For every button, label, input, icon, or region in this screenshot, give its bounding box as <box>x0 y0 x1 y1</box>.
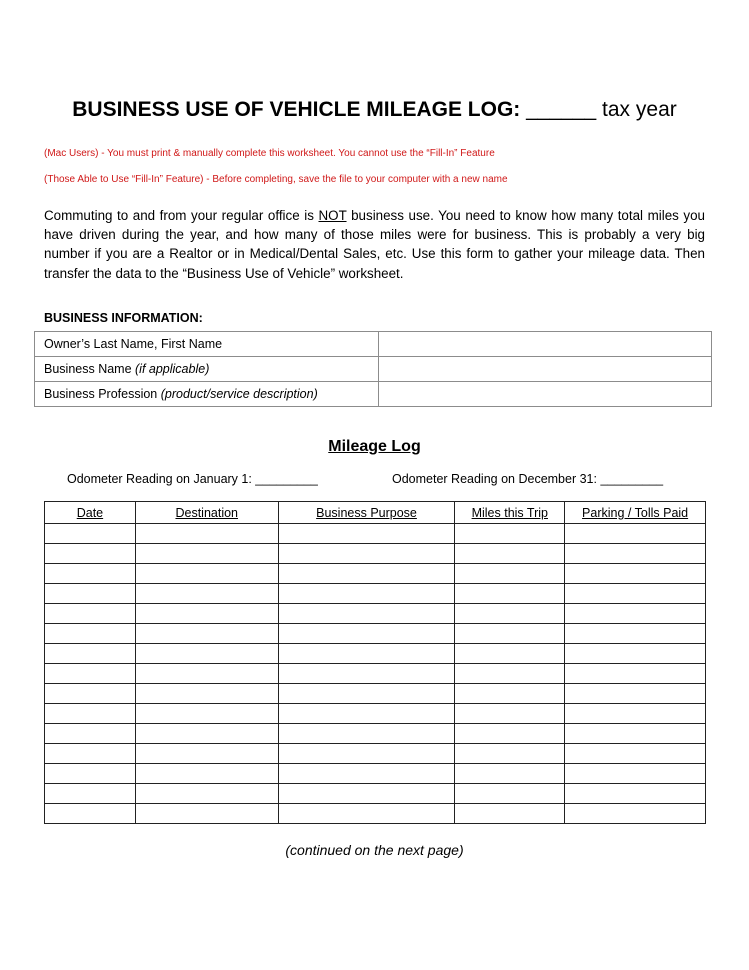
miles-cell[interactable] <box>455 664 565 684</box>
business-profession-field[interactable] <box>379 382 712 407</box>
purpose-cell[interactable] <box>278 764 455 784</box>
log-row <box>45 784 706 804</box>
fill-in-note: (Those Able to Use “Fill-In” Feature) - Before completing, save the file to your computer with a new name <box>44 174 508 185</box>
purpose-cell[interactable] <box>278 804 455 824</box>
destination-cell[interactable] <box>135 604 278 624</box>
business-name-label-text: Business Name <box>44 362 136 376</box>
date-cell[interactable] <box>45 564 136 584</box>
purpose-cell[interactable] <box>278 544 455 564</box>
parking-cell[interactable] <box>565 664 706 684</box>
purpose-cell[interactable] <box>278 664 455 684</box>
business-profession-hint: (product/service description) <box>160 387 318 401</box>
business-info-table <box>34 331 712 407</box>
mac-users-note: (Mac Users) - You must print & manually complete this worksheet. You cannot use the “Fill-In” Feature <box>44 148 495 159</box>
date-cell[interactable] <box>45 544 136 564</box>
miles-cell[interactable] <box>455 724 565 744</box>
destination-cell[interactable] <box>135 644 278 664</box>
log-row <box>45 664 706 684</box>
col-miles: Miles this Trip <box>455 502 565 524</box>
destination-cell[interactable] <box>135 584 278 604</box>
log-row <box>45 684 706 704</box>
purpose-cell[interactable] <box>278 684 455 704</box>
parking-cell[interactable] <box>565 744 706 764</box>
destination-cell[interactable] <box>135 524 278 544</box>
parking-cell[interactable] <box>565 524 706 544</box>
log-header-row <box>45 502 706 524</box>
destination-cell[interactable] <box>135 764 278 784</box>
business-profession-label <box>35 382 379 407</box>
parking-cell[interactable] <box>565 604 706 624</box>
miles-cell[interactable] <box>455 604 565 624</box>
mileage-log-table <box>44 501 706 824</box>
log-row <box>45 624 706 644</box>
purpose-cell[interactable] <box>278 584 455 604</box>
parking-cell[interactable] <box>565 804 706 824</box>
date-cell[interactable] <box>45 644 136 664</box>
date-cell[interactable] <box>45 584 136 604</box>
intro-emphasis: NOT <box>318 208 347 223</box>
parking-cell[interactable] <box>565 704 706 724</box>
purpose-cell[interactable] <box>278 644 455 664</box>
odometer-jan[interactable]: Odometer Reading on January 1: _________ <box>67 472 318 486</box>
miles-cell[interactable] <box>455 684 565 704</box>
owner-name-row <box>35 332 712 357</box>
destination-cell[interactable] <box>135 744 278 764</box>
destination-cell[interactable] <box>135 784 278 804</box>
miles-cell[interactable] <box>455 744 565 764</box>
log-row <box>45 604 706 624</box>
purpose-cell[interactable] <box>278 744 455 764</box>
miles-cell[interactable] <box>455 704 565 724</box>
miles-cell[interactable] <box>455 584 565 604</box>
date-cell[interactable] <box>45 524 136 544</box>
purpose-cell[interactable] <box>278 704 455 724</box>
destination-cell[interactable] <box>135 664 278 684</box>
log-row <box>45 524 706 544</box>
parking-cell[interactable] <box>565 584 706 604</box>
destination-cell[interactable] <box>135 704 278 724</box>
log-row <box>45 584 706 604</box>
intro-paragraph <box>44 206 705 283</box>
odometer-dec[interactable]: Odometer Reading on December 31: _________ <box>392 472 664 486</box>
destination-cell[interactable] <box>135 684 278 704</box>
miles-cell[interactable] <box>455 784 565 804</box>
log-row <box>45 804 706 824</box>
parking-cell[interactable] <box>565 724 706 744</box>
destination-cell[interactable] <box>135 804 278 824</box>
owner-name-label <box>35 332 379 357</box>
col-business-purpose: Business Purpose <box>278 502 455 524</box>
col-date: Date <box>45 502 136 524</box>
log-row <box>45 564 706 584</box>
date-cell[interactable] <box>45 784 136 804</box>
title-main: BUSINESS USE OF VEHICLE MILEAGE LOG: <box>72 98 521 121</box>
owner-name-label-text: Owner’s Last Name, First Name <box>44 337 223 351</box>
miles-cell[interactable] <box>455 564 565 584</box>
date-cell[interactable] <box>45 704 136 724</box>
parking-cell[interactable] <box>565 684 706 704</box>
business-name-row <box>35 357 712 382</box>
date-cell[interactable] <box>45 744 136 764</box>
mileage-log-title: Mileage Log <box>328 438 421 455</box>
business-profession-row <box>35 382 712 407</box>
log-row <box>45 704 706 724</box>
parking-cell[interactable] <box>565 644 706 664</box>
business-name-hint: (if applicable) <box>135 362 210 376</box>
parking-cell[interactable] <box>565 564 706 584</box>
purpose-cell[interactable] <box>278 604 455 624</box>
business-name-field[interactable] <box>379 357 712 382</box>
col-destination: Destination <box>135 502 278 524</box>
parking-cell[interactable] <box>565 764 706 784</box>
date-cell[interactable] <box>45 804 136 824</box>
log-body <box>45 524 706 824</box>
destination-cell[interactable] <box>135 624 278 644</box>
parking-cell[interactable] <box>565 784 706 804</box>
purpose-cell[interactable] <box>278 524 455 544</box>
log-row <box>45 644 706 664</box>
log-row <box>45 544 706 564</box>
log-row <box>45 724 706 744</box>
intro-part2: business use. You need to know how many total miles you have driven during the year, and how many of those miles were for business. This is probably a very big number if you are a Realtor or in Medical/Dental Sales, etc. Use this form to gather your mileage data. Then transfer the data to the “Business Use of Vehicle” worksheet. <box>44 208 705 281</box>
log-row <box>45 744 706 764</box>
purpose-cell[interactable] <box>278 784 455 804</box>
business-profession-label-text: Business Profession <box>44 387 161 401</box>
miles-cell[interactable] <box>455 644 565 664</box>
destination-cell[interactable] <box>135 564 278 584</box>
business-name-label <box>35 357 379 382</box>
date-cell[interactable] <box>45 624 136 644</box>
purpose-cell[interactable] <box>278 724 455 744</box>
miles-cell[interactable] <box>455 764 565 784</box>
parking-cell[interactable] <box>565 544 706 564</box>
business-info-heading: BUSINESS INFORMATION: <box>44 311 203 325</box>
purpose-cell[interactable] <box>278 564 455 584</box>
date-cell[interactable] <box>45 684 136 704</box>
continued-note: (continued on the next page) <box>285 842 464 858</box>
parking-cell[interactable] <box>565 624 706 644</box>
miles-cell[interactable] <box>455 624 565 644</box>
date-cell[interactable] <box>45 664 136 684</box>
miles-cell[interactable] <box>455 804 565 824</box>
destination-cell[interactable] <box>135 724 278 744</box>
tax-year-blank[interactable]: ______ <box>526 98 597 121</box>
date-cell[interactable] <box>45 724 136 744</box>
owner-name-field[interactable] <box>379 332 712 357</box>
log-row <box>45 764 706 784</box>
miles-cell[interactable] <box>455 524 565 544</box>
intro-part1: Commuting to and from your regular office is <box>44 208 319 223</box>
miles-cell[interactable] <box>455 544 565 564</box>
date-cell[interactable] <box>45 604 136 624</box>
destination-cell[interactable] <box>135 544 278 564</box>
date-cell[interactable] <box>45 764 136 784</box>
page-title <box>0 98 749 122</box>
purpose-cell[interactable] <box>278 624 455 644</box>
col-parking-tolls: Parking / Tolls Paid <box>565 502 706 524</box>
title-suffix: tax year <box>602 98 677 121</box>
